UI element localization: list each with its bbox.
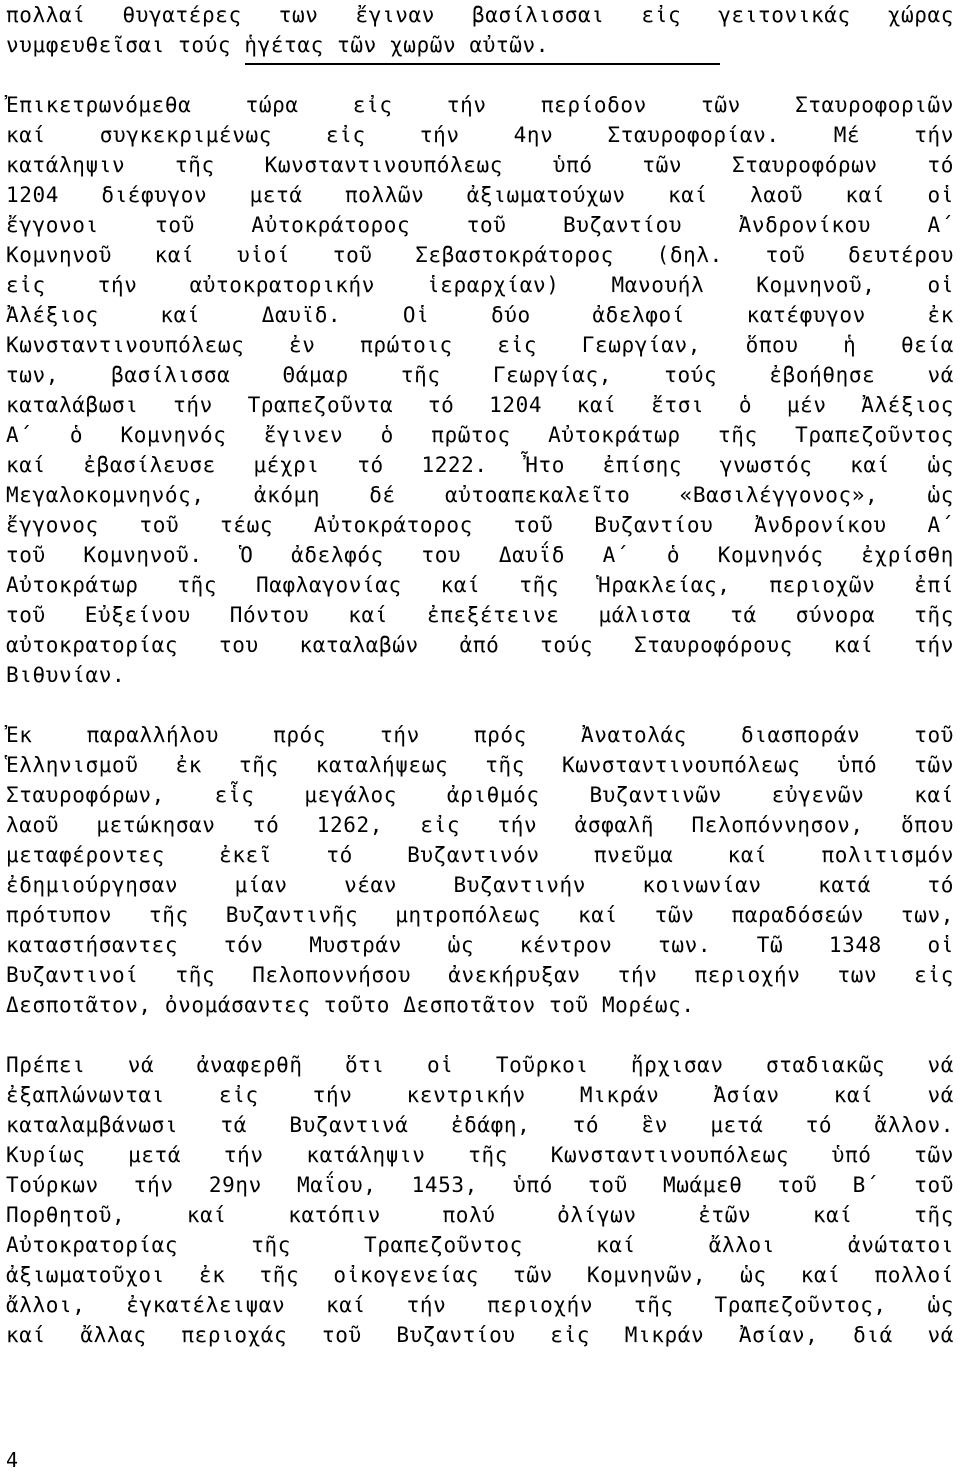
paragraph-intro bbox=[6, 0, 954, 60]
text-line: ἔγγονος τοῦ τέως Αὐτοκράτορος τοῦ Βυζαντίου Ἀνδρονίκου Α΄ bbox=[6, 513, 954, 537]
text-line: καί συγκεκριμένως εἰς τήν 4ην Σταυροφορίαν. Μέ τήν bbox=[6, 123, 954, 147]
paragraph-peloponnese bbox=[6, 720, 954, 1020]
text-line: Κομνηνοῦ καί υἱοί τοῦ Σεβαστοκράτορος (δηλ. τοῦ δευτέρου bbox=[6, 243, 954, 267]
text-line: Κωνσταντινουπόλεως ἐν πρώτοις εἰς Γεωργίαν, ὅπου ἡ θεία bbox=[6, 333, 954, 357]
text-line: Πορθητοῦ, καί κατόπιν πολύ ὀλίγων ἐτῶν καί τῆς bbox=[6, 1203, 954, 1227]
text-line: εἰς τήν αὐτοκρατορικήν ἱεραρχίαν) Μανουήλ Κομνηνοῦ, οἱ bbox=[6, 273, 954, 297]
paragraph-turks bbox=[6, 1050, 954, 1350]
text-line: Τούρκων τήν 29ην Μαΐου, 1453, ὑπό τοῦ Μωάμεθ τοῦ Β΄ τοῦ bbox=[6, 1173, 954, 1197]
text-line: μεταφέροντες ἐκεῖ τό Βυζαντινόν πνεῦμα καί πολιτισμόν bbox=[6, 843, 954, 867]
text-line: λαοῦ μετώκησαν τό 1262, εἰς τήν ἀσφαλῆ Πελοπόννησον, ὅπου bbox=[6, 813, 954, 837]
text-line: Αὐτοκράτωρ τῆς Παφλαγονίας καί τῆς Ἡρακλείας, περιοχῶν ἐπί bbox=[6, 573, 954, 597]
text-line: νυμφευθεῖσαι τούς ἡγέτας τῶν χωρῶν αὐτῶν. bbox=[6, 33, 549, 57]
text-line: ἄλλοι, ἐγκατέλειψαν καί τήν περιοχήν τῆς Τραπεζοῦντος, ὡς bbox=[6, 1293, 954, 1317]
text-line: καί ἐβασίλευσε μέχρι τό 1222. Ἦτο ἐπίσης γνωστός καί ὡς bbox=[6, 453, 954, 477]
text-line: Βυζαντινοί τῆς Πελοποννήσου ἀνεκήρυξαν τήν περιοχήν των εἰς bbox=[6, 963, 954, 987]
text-line: κατάληψιν τῆς Κωνσταντινουπόλεως ὑπό τῶν Σταυροφόρων τό bbox=[6, 153, 954, 177]
text-line: Βιθυνίαν. bbox=[6, 663, 126, 687]
text-line: καταστήσαντες τόν Μυστράν ὡς κέντρον των. Τῶ 1348 οἱ bbox=[6, 933, 954, 957]
text-line: καί ἄλλας περιοχάς τοῦ Βυζαντίου εἰς Μικράν Ἀσίαν, διά νά bbox=[6, 1323, 954, 1347]
paragraph-crusades bbox=[6, 90, 954, 690]
text-line: Πρέπει νά ἀναφερθῆ ὅτι οἱ Τοῦρκοι ἤρχισαν σταδιακῶς νά bbox=[6, 1053, 954, 1077]
text-line: 1204 διέφυγον μετά πολλῶν ἀξιωματούχων καί λαοῦ καί οἱ bbox=[6, 183, 954, 207]
spacer bbox=[6, 690, 954, 720]
text-line: καταλάβωσι τήν Τραπεζοῦντα τό 1204 καί ἔτσι ὁ μέν Ἀλέξιος bbox=[6, 393, 954, 417]
spacer bbox=[6, 1020, 954, 1050]
text-line: Α΄ ὁ Κομνηνός ἔγινεν ὁ πρῶτος Αὐτοκράτωρ τῆς Τραπεζοῦντος bbox=[6, 423, 954, 447]
text-line: πολλαί θυγατέρες των ἔγιναν βασίλισσαι εἰς γειτονικάς χώρας bbox=[6, 3, 954, 27]
text-line: Ἀλέξιος καί Δαυϊδ. Οἱ δύο ἀδελφοί κατέφυγον ἐκ bbox=[6, 303, 954, 327]
document-page bbox=[6, 0, 954, 1350]
section-divider bbox=[245, 63, 720, 65]
text-line: τοῦ Εὐξείνου Πόντου καί ἐπεξέτεινε μάλιστα τά σύνορα τῆς bbox=[6, 603, 954, 627]
page-number: 4 bbox=[6, 1448, 19, 1472]
text-line: ἐξαπλώνωνται εἰς τήν κεντρικήν Μικράν Ἀσίαν καί νά bbox=[6, 1083, 954, 1107]
text-line: αὐτοκρατορίας του καταλαβών ἀπό τούς Σταυροφόρους καί τήν bbox=[6, 633, 954, 657]
text-line: Αὐτοκρατορίας τῆς Τραπεζοῦντος καί ἄλλοι ἀνώτατοι bbox=[6, 1233, 954, 1257]
text-line: Μεγαλοκομνηνός, ἀκόμη δέ αὐτοαπεκαλεῖτο «Βασιλέγγονος», ὡς bbox=[6, 483, 954, 507]
text-line: καταλαμβάνωσι τά Βυζαντινά ἐδάφη, τό ἓν μετά τό ἄλλον. bbox=[6, 1113, 954, 1137]
text-line: Ἐπικετρωνόμεθα τώρα εἰς τήν περίοδον τῶν Σταυροφοριῶν bbox=[6, 93, 954, 117]
text-line: Ἐκ παραλλήλου πρός τήν πρός Ἀνατολάς διασποράν τοῦ bbox=[6, 723, 954, 747]
text-line: Δεσποτᾶτον, ὀνομάσαντες τοῦτο Δεσποτᾶτον τοῦ Μορέως. bbox=[6, 993, 695, 1017]
text-line: Κυρίως μετά τήν κατάληψιν τῆς Κωνσταντινουπόλεως ὑπό τῶν bbox=[6, 1143, 954, 1167]
text-line: Σταυροφόρων, εἷς μεγάλος ἀριθμός Βυζαντινῶν εὐγενῶν καί bbox=[6, 783, 954, 807]
text-line: Ἑλληνισμοῦ ἐκ τῆς καταλήψεως τῆς Κωνσταντινουπόλεως ὑπό τῶν bbox=[6, 753, 954, 777]
text-line: ἔγγονοι τοῦ Αὐτοκράτορος τοῦ Βυζαντίου Ἀνδρονίκου Α΄ bbox=[6, 213, 954, 237]
text-line: πρότυπον τῆς Βυζαντινῆς μητροπόλεως καί τῶν παραδόσεών των, bbox=[6, 903, 954, 927]
text-line: ἐδημιούργησαν μίαν νέαν Βυζαντινήν κοινωνίαν κατά τό bbox=[6, 873, 954, 897]
text-line: τοῦ Κομνηνοῦ. Ὁ ἀδελφός του Δαυΐδ Α΄ ὁ Κομνηνός ἐχρίσθη bbox=[6, 543, 954, 567]
text-line: των, βασίλισσα Θάμαρ τῆς Γεωργίας, τούς ἐβοήθησε νά bbox=[6, 363, 954, 387]
text-line: ἀξιωματοῦχοι ἐκ τῆς οἰκογενείας τῶν Κομνηνῶν, ὡς καί πολλοί bbox=[6, 1263, 954, 1287]
